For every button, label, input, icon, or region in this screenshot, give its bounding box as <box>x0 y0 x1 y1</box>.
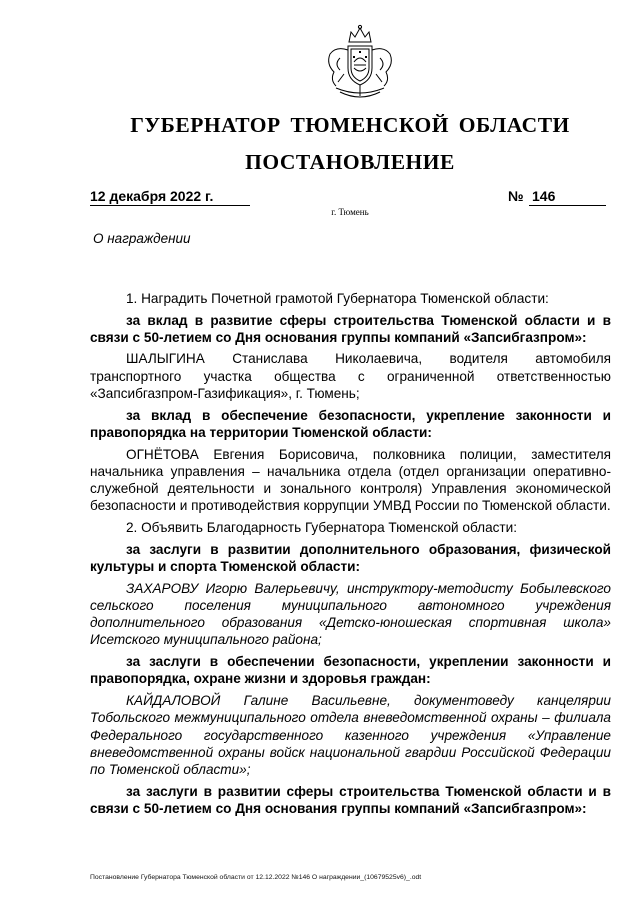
award-category-5: за заслуги в развитии сферы строительства Тюменской области и в связи с 50-летием со Дня основания группы компаний «Запсибгазпром»: <box>90 783 611 816</box>
award-category-2: за вклад в обеспечение безопасности, укрепление законности и правопорядка на территории Тюменской области: <box>90 407 611 440</box>
award-category-3: за заслуги в развитии дополнительного образования, физической культуры и спорта Тюменской области: <box>90 541 611 574</box>
decree-city: г. Тюмень <box>331 207 369 217</box>
paragraph-item-1: 1. Наградить Почетной грамотой Губернатора Тюменской области: <box>126 291 549 306</box>
awardee-4: КАЙДАЛОВОЙ Галине Васильевне, документоведу канцелярии Тобольского межмуниципального отдела вневедомственной охраны – филиала Федерального государственного казенного учреждения «Управление вневедомственной охраны войск национальной гвардии Российской Федерации по Тюменской области»; <box>90 692 611 778</box>
awardee-2: ОГНЁТОВА Евгения Борисовича, полковника полиции, заместителя начальника управления – начальника отдела (отдел организации оперативно-служебной деятельности и зонального контроля) Управления экономической безопасности и противодействия коррупции УМВД России по Тюменской области. <box>90 446 611 514</box>
awardee-3: ЗАХАРОВУ Игорю Валерьевичу, инструктору-методисту Бобылевского сельского поселения муниципального автономного учреждения дополнительного образования «Детско-юношеская спортивная школа» Исетского муниципального района; <box>90 580 611 648</box>
paragraph-item-2: 2. Объявить Благодарность Губернатора Тюменской области: <box>126 520 518 536</box>
awardee-1: ШАЛЫГИНА Станислава Николаевича, водителя автомобиля транспортного участка общества с ограниченной ответственностью «Запсибгазпром-Газификация», г. Тюмень; <box>90 351 611 402</box>
decree-subject: О награждении <box>93 231 191 246</box>
award-category-1: за вклад в развитие сферы строительства Тюменской области и в связи с 50-летием со Дня основания группы компаний «Запсибгазпром»: <box>90 312 611 345</box>
decree-number: 146 <box>529 188 606 206</box>
award-category-4: за заслуги в обеспечении безопасности, укреплении законности и правопорядка, охране жизни и здоровья граждан: <box>90 654 611 687</box>
governor-title: ГУБЕРНАТОР ТЮМЕНСКОЙ ОБЛАСТИ <box>130 113 570 137</box>
decree-number-label: № <box>508 188 524 204</box>
decree-date: 12 декабря 2022 г. <box>90 188 250 206</box>
document-type-title: ПОСТАНОВЛЕНИЕ <box>245 150 455 174</box>
coat-of-arms-icon <box>318 24 402 106</box>
document-footer: Постановление Губернатора Тюменской области от 12.12.2022 №146 О награждении_(10679525v6)_.odt <box>90 874 422 881</box>
decree-body <box>90 290 611 822</box>
